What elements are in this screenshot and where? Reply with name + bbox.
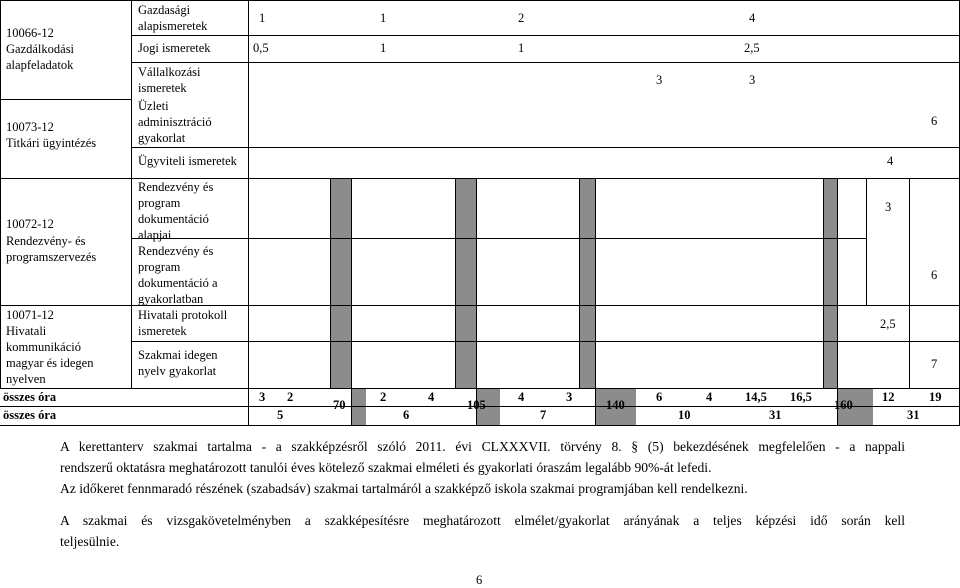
subject-name: Rendezvény és <box>138 180 214 194</box>
weeks-cell: 140 <box>606 398 625 412</box>
subject-name: dokumentáció a <box>138 276 218 290</box>
subject-name: Vállalkozási <box>138 65 201 79</box>
total-cell: 4 <box>428 390 435 404</box>
gray-band <box>455 178 476 388</box>
paragraph-line: Az időkeret fennmaradó részének (szabadsáv) szakmai tartalmáról a szakképző iskola szakmai programjában kell rendelkezni. <box>60 481 748 496</box>
total-cell: 12 <box>882 390 895 404</box>
total-cell: 3 <box>566 390 573 404</box>
module-name: kommunikáció <box>6 340 81 354</box>
total-cell: 10 <box>678 408 691 422</box>
total-cell: 31 <box>769 408 782 422</box>
total-cell: 3 <box>259 390 266 404</box>
paragraph-line: A szakmai és vizsgakövetelményben a szakképesítésre meghatározott elmélet/gyakorlat arányának a teljes képzési idő során kell <box>60 513 905 528</box>
subject-name: gyakorlatban <box>138 292 204 306</box>
module-name: magyar és idegen <box>6 356 94 370</box>
module-code: 10072-12 <box>6 217 54 231</box>
subject-name: alapjai <box>138 228 172 242</box>
subject-name: Gazdasági <box>138 3 191 17</box>
hours-cell: 3 <box>885 200 892 214</box>
hours-cell: 1 <box>259 11 266 25</box>
hours-cell: 1 <box>518 41 525 55</box>
subject-name: program <box>138 260 181 274</box>
total-cell: 6 <box>656 390 663 404</box>
hours-cell: 1 <box>380 11 387 25</box>
weeks-cell: 160 <box>834 398 853 412</box>
gray-band <box>579 178 595 388</box>
subject-name: ismeretek <box>138 324 187 338</box>
subject-name: Jogi ismeretek <box>138 41 211 55</box>
module-name: Rendezvény- és <box>6 234 86 248</box>
weeks-cell: 105 <box>467 398 486 412</box>
subject-name: adminisztráció <box>138 115 212 129</box>
total-cell: 14,5 <box>745 390 767 404</box>
hours-cell: 1 <box>380 41 387 55</box>
total-cell: 16,5 <box>790 390 812 404</box>
hours-cell: 3 <box>749 73 756 87</box>
module-code: 10073-12 <box>6 120 54 134</box>
module-name: programszervezés <box>6 250 97 264</box>
module-name: alapfeladatok <box>6 58 74 72</box>
paragraph-line: teljesülnie. <box>60 534 120 549</box>
gray-band <box>330 178 351 388</box>
subject-name: dokumentáció <box>138 212 209 226</box>
subject-name: Szakmai idegen <box>138 348 218 362</box>
total-cell: 2 <box>380 390 387 404</box>
hours-cell: 2,5 <box>880 317 896 331</box>
hours-cell: 4 <box>749 11 756 25</box>
module-code: 10071-12 <box>6 308 54 322</box>
gray-band <box>823 178 837 388</box>
total-cell: 6 <box>403 408 410 422</box>
module-code: 10066-12 <box>6 26 54 40</box>
total-cell: 5 <box>277 408 284 422</box>
subject-name: Üzleti <box>138 99 169 113</box>
total-cell: 19 <box>929 390 942 404</box>
subject-name: nyelv gyakorlat <box>138 364 217 378</box>
hours-cell: 7 <box>931 357 938 371</box>
module-name: nyelven <box>6 372 46 386</box>
hours-cell: 6 <box>931 114 938 128</box>
weeks-cell: 70 <box>333 398 346 412</box>
total-cell: 4 <box>518 390 525 404</box>
total-cell: 7 <box>540 408 547 422</box>
total-label: összes óra <box>3 390 57 404</box>
subject-name: Rendezvény és <box>138 244 214 258</box>
module-name: Titkári ügyintézés <box>6 136 97 150</box>
subject-name: Hivatali protokoll <box>138 308 228 322</box>
hours-cell: 4 <box>887 154 894 168</box>
hours-cell: 2 <box>518 11 525 25</box>
hours-cell: 2,5 <box>744 41 760 55</box>
subject-name: alapismeretek <box>138 19 208 33</box>
total-cell: 2 <box>287 390 294 404</box>
hours-cell: 3 <box>656 73 663 87</box>
hours-cell: 6 <box>931 268 938 282</box>
total-cell: 4 <box>706 390 713 404</box>
subject-name: ismeretek <box>138 81 187 95</box>
module-name: Hivatali <box>6 324 47 338</box>
module-name: Gazdálkodási <box>6 42 75 56</box>
paragraph-line: rendszerű oktatásra meghatározott tanulói éves kötelező szakmai elméleti és gyakorlati óraszám legalább 90%-át lefedi. <box>60 460 712 475</box>
subject-name: program <box>138 196 181 210</box>
total-label: összes óra <box>3 408 57 422</box>
page-number: 6 <box>476 573 483 587</box>
subject-name: gyakorlat <box>138 131 186 145</box>
total-cell: 31 <box>907 408 920 422</box>
paragraph-line: A kerettanterv szakmai tartalma - a szakképzésről szóló 2011. évi CLXXXVII. törvény 8. § (5) bekezdésének megfelelően - a nappali <box>60 439 905 454</box>
hours-cell: 0,5 <box>253 41 269 55</box>
subject-name: Ügyviteli ismeretek <box>138 154 237 168</box>
